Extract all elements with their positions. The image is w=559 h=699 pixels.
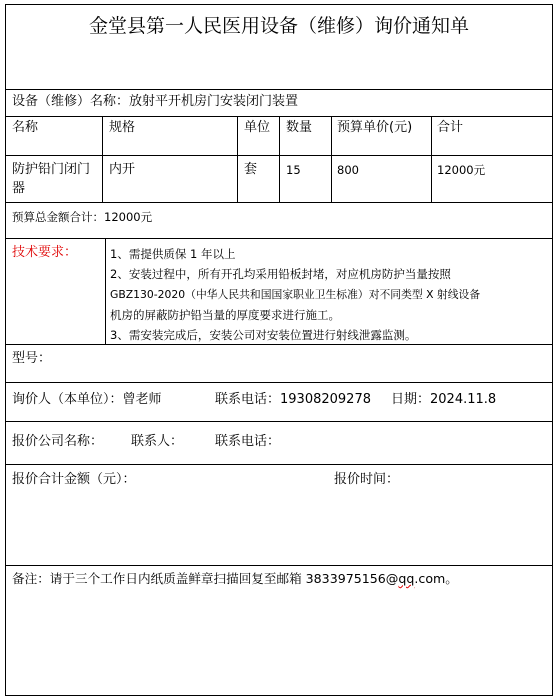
quote-amount-label: 报价合计金额（元）：: [12, 472, 136, 487]
cell-spec: 内开: [109, 162, 136, 177]
tech-label: 技术要求：: [12, 245, 78, 260]
rule: [6, 202, 552, 203]
header-total: 合计: [437, 120, 464, 135]
model-label: 型号：: [12, 351, 52, 366]
form-title: 金堂县第一人民医用设备（维修）询价通知单: [88, 15, 469, 37]
col-rule: [237, 116, 238, 202]
col-rule: [431, 116, 432, 202]
header-spec: 规格: [109, 120, 136, 135]
quote-time-label: 报价时间：: [334, 472, 400, 487]
equipment-name: 放射平开机房门安装闭门装置: [129, 94, 299, 109]
tech-line: 1、需提供质保 1 年以上: [110, 247, 236, 261]
header-qty: 数量: [286, 120, 313, 135]
rule: [6, 421, 552, 422]
remark: [12, 571, 458, 587]
cell-name: 防护铅门闭门器: [12, 162, 91, 196]
col-rule: [331, 116, 332, 202]
header-unit-price: 预算单价(元): [337, 120, 413, 135]
cell-qty: 15: [286, 163, 301, 177]
budget-total: 预算总金额合计：12000元: [12, 210, 153, 224]
rule: [6, 344, 552, 345]
cell-unit: 套: [244, 162, 258, 177]
rule: [6, 89, 552, 90]
tech-line: GBZ130-2020（中华人民共和国国家职业卫生标准）对不同类型 X 射线设备: [110, 288, 481, 301]
tech-line: 3、需安装完成后，安装公司对安装位置进行射线泄露监测。: [110, 328, 417, 342]
inquirer-label: 询价人（本单位）：曾老师: [12, 392, 162, 407]
equipment-label: 设备（维修）名称：: [12, 94, 130, 109]
remark-prefix: 备注：请于三个工作日内纸质盖鲜章扫描回复至邮箱 3833975156@: [12, 571, 399, 586]
quote-company-label: 报价公司名称：: [12, 434, 104, 449]
inquiry-date: 日期：2024.11.8: [391, 392, 497, 407]
inquiry-form: [5, 4, 553, 696]
remark-suffix: .com。: [414, 571, 458, 586]
inquirer-phone: 联系电话：19308209278: [215, 392, 371, 407]
rule: [6, 238, 552, 239]
tech-line: 2、安装过程中，所有开孔均采用铅板封堵，对应机房防护当量按照: [110, 267, 451, 281]
col-rule: [102, 116, 103, 202]
rule: [6, 565, 552, 566]
cell-total: 12000元: [437, 163, 486, 177]
quote-contact-label: 联系人：: [131, 434, 184, 449]
rule: [6, 464, 552, 465]
header-name: 名称: [12, 120, 39, 135]
remark-email-domain: qq: [398, 571, 415, 586]
col-rule: [105, 238, 106, 344]
rule: [6, 382, 552, 383]
equipment-name-row: [12, 94, 298, 110]
header-unit: 单位: [244, 120, 271, 135]
quote-phone-label: 联系电话：: [215, 434, 281, 449]
tech-line: 机房的屏蔽防护铅当量的厚度要求进行施工。: [110, 308, 340, 322]
col-rule: [279, 116, 280, 202]
cell-unit-price: 800: [337, 163, 359, 177]
